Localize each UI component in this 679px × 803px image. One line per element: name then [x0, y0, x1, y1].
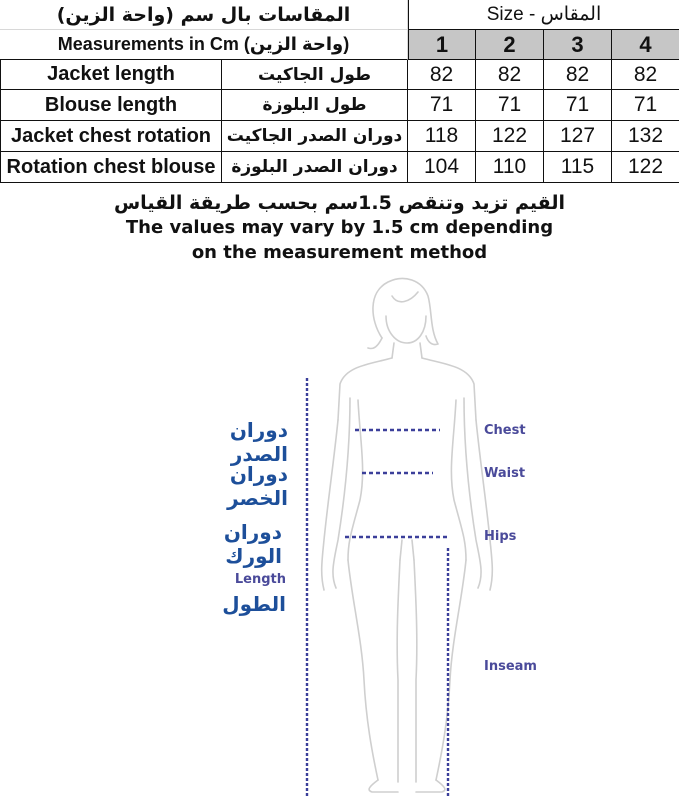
value-cell: 71	[544, 90, 612, 121]
note-english-line1: The values may vary by 1.5 cm depending	[125, 217, 554, 238]
table-title-arabic: المقاسات بال سم (واحة الزين)	[0, 0, 408, 30]
value-cell: 122	[612, 152, 679, 183]
value-cell: 71	[476, 90, 544, 121]
woman-silhouette-icon	[0, 270, 679, 798]
label-chest-arabic: دوران الصدر	[229, 418, 288, 466]
row-label-ar: طول البلوزة	[222, 90, 408, 121]
label-hips-english: Hips	[484, 529, 517, 544]
row-label-ar: دوران الصدر الجاكيت	[222, 121, 408, 152]
label-chest-english: Chest	[484, 423, 526, 438]
note-arabic: القيم تزيد وتنقص 1.5سم بحسب طريقة القياس	[113, 192, 566, 214]
label-length-english: Length	[234, 572, 286, 587]
label-length-arabic: الطول	[222, 592, 286, 616]
label-waist-english: Waist	[484, 466, 526, 481]
label-hips-arabic: دوران الورك	[223, 520, 282, 568]
value-cell: 118	[408, 121, 476, 152]
table-subtitle: Measurements in Cm (واحة الزين)	[0, 30, 408, 60]
size-1-header: 1	[408, 29, 476, 60]
row-label-ar: دوران الصدر البلوزة	[222, 152, 408, 183]
value-cell: 82	[408, 60, 476, 90]
row-label-en: Jacket chest rotation	[0, 121, 222, 152]
row-label-en: Blouse length	[0, 90, 222, 121]
value-cell: 104	[408, 152, 476, 183]
value-cell: 82	[544, 60, 612, 90]
value-cell: 82	[476, 60, 544, 90]
size-2-header: 2	[476, 29, 544, 60]
size-header: Size - المقاس	[408, 0, 679, 30]
row-label-en: Rotation chest blouse	[0, 152, 222, 183]
value-cell: 127	[544, 121, 612, 152]
note-english-line2: on the measurement method	[191, 242, 488, 263]
value-cell: 115	[544, 152, 612, 183]
value-cell: 110	[476, 152, 544, 183]
value-cell: 132	[612, 121, 679, 152]
body-measurement-figure	[0, 270, 679, 798]
value-cell: 71	[408, 90, 476, 121]
label-waist-arabic: دوران الخصر	[227, 462, 288, 510]
row-label-ar: طول الجاكيت	[222, 60, 408, 90]
row-label-en: Jacket length	[0, 60, 222, 90]
size-4-header: 4	[612, 29, 679, 60]
value-cell: 122	[476, 121, 544, 152]
value-cell: 71	[612, 90, 679, 121]
size-3-header: 3	[544, 29, 612, 60]
value-cell: 82	[612, 60, 679, 90]
label-inseam-english: Inseam	[484, 659, 537, 674]
